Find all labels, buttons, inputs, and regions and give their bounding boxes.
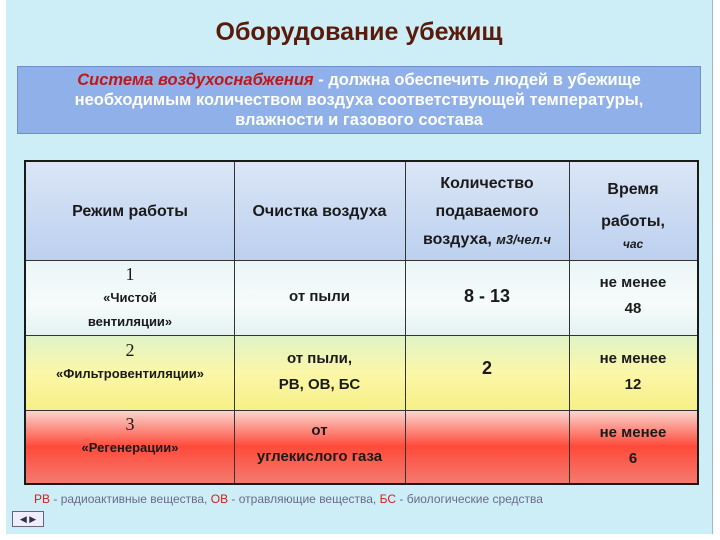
header-quantity-line3: воздуха, — [423, 231, 492, 248]
abbr-bs: БС — [379, 492, 397, 506]
header-quantity-unit: м3/чел.ч — [496, 232, 551, 247]
row1-time — [569, 270, 697, 322]
abbr-rv: РВ — [34, 492, 51, 506]
row-divider — [26, 335, 697, 336]
row1-quantity: 8 - 13 — [463, 286, 511, 306]
row3-cleaning — [234, 418, 405, 470]
row-divider — [26, 260, 697, 261]
row3-time — [569, 420, 697, 472]
header-quantity-line2: подаваемого — [435, 203, 539, 220]
row2-cleaning — [234, 346, 405, 398]
shelter-table — [24, 160, 699, 485]
header-time-line1: Время — [607, 181, 659, 198]
row2-time-line1: не менее — [599, 350, 667, 367]
row1-mode-line1: «Чистой — [103, 290, 157, 305]
header-time-unit: час — [622, 237, 644, 251]
row1-time-line1: не менее — [599, 274, 667, 291]
banner-line3: влажности и газового состава — [235, 111, 483, 129]
row3-number: 3 — [125, 414, 135, 434]
row2-time-line2: 12 — [624, 376, 642, 393]
banner-line2: необходимым количеством воздуха соответствующей температуры, — [74, 91, 644, 109]
row1-cleaning: от пыли — [289, 288, 350, 305]
abbr-ov-desc: - отравляющие вещества, — [231, 492, 377, 506]
abbreviations-footnote — [34, 492, 543, 506]
abbr-bs-desc: - биологические средства — [399, 492, 543, 506]
row-divider — [26, 410, 697, 411]
row2-quantity: 2 — [481, 358, 492, 378]
slide-nav-button[interactable]: ◀ ▶ — [12, 511, 44, 527]
definition-banner — [17, 66, 701, 134]
banner-line1: - должна обеспечить людей в убежище — [313, 71, 641, 89]
row2-cleaning-line2: РВ, ОВ, БС — [278, 376, 361, 393]
header-time-line2: работы, — [601, 213, 665, 230]
row2-mode-line1: «Фильтровентиляции» — [56, 366, 204, 381]
row3-time-line1: не менее — [599, 424, 667, 441]
abbr-ov: ОВ — [210, 492, 229, 506]
row3-cleaning-line1: от — [311, 422, 328, 439]
row2-time — [569, 346, 697, 398]
row3-mode-line1: «Регенерации» — [81, 440, 179, 455]
header-quantity — [405, 170, 569, 254]
row3-mode — [26, 412, 234, 460]
page-title: Оборудование убежищ — [215, 18, 503, 46]
row3-time-line2: 6 — [628, 450, 638, 467]
row1-time-line2: 48 — [624, 300, 642, 317]
row1-mode — [26, 262, 234, 334]
row2-number: 2 — [125, 340, 135, 360]
row2-mode — [26, 338, 234, 386]
header-mode: Режим работы — [72, 203, 188, 220]
row2-cleaning-line1: от пыли, — [286, 350, 353, 367]
header-cleaning: Очистка воздуха — [252, 203, 387, 220]
abbr-rv-desc: - радиоактивные вещества, — [53, 492, 208, 506]
row1-number: 1 — [125, 264, 135, 284]
row3-cleaning-line2: углекислого газа — [256, 448, 383, 465]
header-time — [569, 174, 697, 250]
row1-mode-line2: вентиляции» — [87, 314, 173, 329]
slide — [6, 0, 713, 534]
banner-accent: Система воздухоснабжения — [77, 71, 314, 89]
header-quantity-line1: Количество — [440, 175, 534, 192]
